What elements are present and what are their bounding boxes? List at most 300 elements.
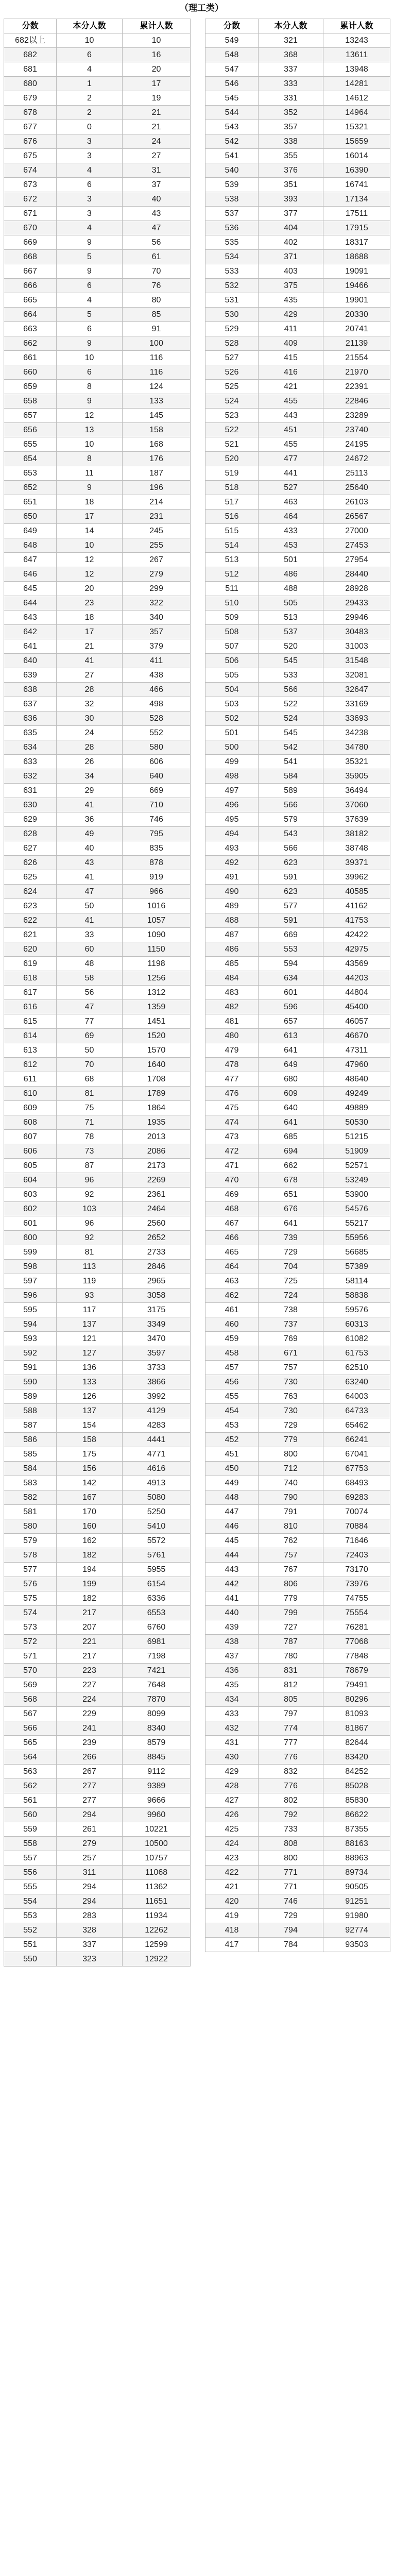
cell-cumulative: 2086 [123,1144,191,1159]
cell-cumulative: 31548 [323,654,390,668]
table-row [4,77,191,91]
cell-count: 41 [57,913,123,928]
cell-count: 92 [57,1188,123,1202]
cell-score: 437 [205,1649,259,1664]
table-row [205,1894,390,1909]
cell-score: 669 [4,235,57,250]
table-header-row [4,19,191,33]
table-row [205,784,390,798]
table-row [4,1765,191,1779]
cell-count: 589 [259,784,323,798]
cell-score: 590 [4,1375,57,1389]
cell-count: 421 [259,380,323,394]
cell-count: 545 [259,726,323,740]
table-row [205,1909,390,1923]
cell-count: 337 [259,62,323,77]
cell-count: 810 [259,1519,323,1534]
cell-score: 447 [205,1505,259,1519]
cell-count: 579 [259,812,323,827]
cell-cumulative: 85 [123,308,191,322]
cell-count: 58 [57,971,123,986]
cell-count: 41 [57,798,123,812]
cell-cumulative: 22391 [323,380,390,394]
cell-score: 430 [205,1750,259,1765]
table-row [205,1635,390,1649]
cell-score: 545 [205,91,259,106]
table-row [205,1837,390,1851]
cell-score: 600 [4,1231,57,1245]
cell-cumulative: 5761 [123,1548,191,1563]
cell-score: 463 [205,1274,259,1289]
cell-score: 458 [205,1346,259,1361]
cell-score: 608 [4,1115,57,1130]
cell-cumulative: 340 [123,611,191,625]
table-row [205,1577,390,1591]
cell-score: 506 [205,654,259,668]
table-row [4,1115,191,1130]
cell-score: 488 [205,913,259,928]
cell-count: 229 [57,1707,123,1721]
cell-cumulative: 669 [123,784,191,798]
cell-cumulative: 795 [123,827,191,841]
table-row [4,1664,191,1678]
cell-score: 602 [4,1202,57,1216]
cell-cumulative: 56 [123,235,191,250]
cell-cumulative: 6760 [123,1620,191,1635]
cell-count: 119 [57,1274,123,1289]
table-row [4,423,191,437]
cell-score: 496 [205,798,259,812]
cell-score: 650 [4,510,57,524]
cell-score: 617 [4,986,57,1000]
table-row [205,1447,390,1462]
cell-cumulative: 34238 [323,726,390,740]
cell-score: 493 [205,841,259,856]
cell-count: 3 [57,149,123,163]
cell-score: 423 [205,1851,259,1866]
table-row [4,380,191,394]
cell-cumulative: 9960 [123,1808,191,1822]
cell-cumulative: 21970 [323,365,390,380]
cell-count: 376 [259,163,323,178]
cell-score: 549 [205,33,259,48]
cell-cumulative: 116 [123,365,191,380]
cell-score: 648 [4,538,57,553]
cell-cumulative: 34780 [323,740,390,755]
table-row [205,1678,390,1692]
cell-count: 142 [57,1476,123,1490]
table-row [4,192,191,207]
cell-score: 570 [4,1664,57,1678]
cell-count: 28 [57,683,123,697]
table-row [205,134,390,149]
cell-score: 426 [205,1808,259,1822]
table-row [205,1534,390,1548]
table-row [4,134,191,149]
cell-cumulative: 91251 [323,1894,390,1909]
cell-count: 613 [259,1029,323,1043]
cell-cumulative: 2560 [123,1216,191,1231]
table-row [4,106,191,120]
cell-count: 24 [57,726,123,740]
cell-cumulative: 835 [123,841,191,856]
cell-score: 535 [205,235,259,250]
cell-cumulative: 640 [123,769,191,784]
table-row [4,1447,191,1462]
cell-count: 162 [57,1534,123,1548]
cell-count: 729 [259,1245,323,1260]
cell-cumulative: 18688 [323,250,390,264]
table-row [4,1332,191,1346]
cell-score: 459 [205,1332,259,1346]
table-row [205,149,390,163]
table-row [4,1923,191,1938]
cell-score: 572 [4,1635,57,1649]
cell-score: 665 [4,293,57,308]
table-row [4,1274,191,1289]
table-row [4,639,191,654]
cell-score: 580 [4,1519,57,1534]
cell-count: 355 [259,149,323,163]
cell-cumulative: 81867 [323,1721,390,1736]
cell-cumulative: 1451 [123,1014,191,1029]
cell-cumulative: 46670 [323,1029,390,1043]
cell-score: 631 [4,784,57,798]
cell-cumulative: 17511 [323,207,390,221]
cell-score: 565 [4,1736,57,1750]
table-row [4,1303,191,1317]
cell-score: 469 [205,1188,259,1202]
table-row [205,928,390,942]
cell-cumulative: 14281 [323,77,390,91]
cell-count: 133 [57,1375,123,1389]
cell-count: 729 [259,1418,323,1433]
cell-cumulative: 11934 [123,1909,191,1923]
cell-score: 424 [205,1837,259,1851]
cell-cumulative: 47 [123,221,191,235]
cell-count: 331 [259,91,323,106]
cell-count: 543 [259,827,323,841]
cell-count: 771 [259,1866,323,1880]
cell-score: 671 [4,207,57,221]
cell-score: 582 [4,1490,57,1505]
cell-count: 21 [57,639,123,654]
cell-cumulative: 47311 [323,1043,390,1058]
cell-count: 333 [259,77,323,91]
header-score: 分数 [4,19,57,33]
cell-count: 217 [57,1606,123,1620]
cell-count: 641 [259,1216,323,1231]
cell-score: 575 [4,1591,57,1606]
cell-score: 596 [4,1289,57,1303]
cell-count: 294 [57,1894,123,1909]
cell-score: 673 [4,178,57,192]
cell-count: 337 [57,1938,123,1952]
cell-count: 113 [57,1260,123,1274]
cell-count: 737 [259,1317,323,1332]
cell-score: 583 [4,1476,57,1490]
cell-score: 504 [205,683,259,697]
cell-count: 4 [57,293,123,308]
table-row [4,235,191,250]
cell-cumulative: 23740 [323,423,390,437]
table-row [4,1476,191,1490]
cell-count: 787 [259,1635,323,1649]
cell-count: 6 [57,279,123,293]
cell-cumulative: 966 [123,885,191,899]
cell-cumulative: 4283 [123,1418,191,1433]
table-row [205,870,390,885]
table-row [205,394,390,409]
cell-score: 552 [4,1923,57,1938]
cell-cumulative: 38748 [323,841,390,856]
table-row [205,77,390,91]
cell-cumulative: 1312 [123,986,191,1000]
header-cumulative: 累计人数 [323,19,390,33]
table-row [205,1332,390,1346]
cell-score: 649 [4,524,57,538]
table-row [205,1188,390,1202]
cell-cumulative: 8845 [123,1750,191,1765]
cell-cumulative: 9112 [123,1765,191,1779]
cell-score: 519 [205,466,259,481]
cell-count: 634 [259,971,323,986]
table-row [205,697,390,711]
table-row [4,1159,191,1173]
table-row [4,611,191,625]
table-row [4,1938,191,1952]
table-row [4,1822,191,1837]
cell-count: 10 [57,538,123,553]
cell-count: 121 [57,1332,123,1346]
cell-cumulative: 25640 [323,481,390,495]
cell-cumulative: 10221 [123,1822,191,1837]
cell-cumulative: 9666 [123,1793,191,1808]
table-row [205,351,390,365]
table-row [4,827,191,841]
table-row [205,1000,390,1014]
cell-cumulative: 6336 [123,1591,191,1606]
cell-score: 472 [205,1144,259,1159]
cell-cumulative: 3992 [123,1389,191,1404]
cell-count: 69 [57,1029,123,1043]
cell-cumulative: 6553 [123,1606,191,1620]
table-row [205,1793,390,1808]
cell-cumulative: 245 [123,524,191,538]
table-row [4,812,191,827]
cell-count: 221 [57,1635,123,1649]
table-row [4,567,191,582]
cell-cumulative: 71646 [323,1534,390,1548]
cell-count: 415 [259,351,323,365]
cell-cumulative: 26103 [323,495,390,510]
cell-count: 81 [57,1087,123,1101]
cell-cumulative: 15659 [323,134,390,149]
table-row [4,279,191,293]
cell-count: 4 [57,221,123,235]
table-row [4,1505,191,1519]
cell-score: 555 [4,1880,57,1894]
cell-cumulative: 5250 [123,1505,191,1519]
cell-score: 439 [205,1620,259,1635]
cell-count: 283 [57,1909,123,1923]
table-row [205,1591,390,1606]
cell-cumulative: 10757 [123,1851,191,1866]
cell-cumulative: 67041 [323,1447,390,1462]
table-row [205,1779,390,1793]
table-row [4,1173,191,1188]
table-row [4,942,191,957]
cell-score: 644 [4,596,57,611]
cell-cumulative: 57389 [323,1260,390,1274]
cell-count: 808 [259,1837,323,1851]
table-row [4,1866,191,1880]
cell-cumulative: 299 [123,582,191,596]
cell-score: 682 [4,48,57,62]
table-row [4,178,191,192]
cell-count: 727 [259,1620,323,1635]
cell-count: 596 [259,1000,323,1014]
cell-count: 537 [259,625,323,639]
table-row [4,437,191,452]
cell-score: 464 [205,1260,259,1274]
cell-cumulative: 85028 [323,1779,390,1793]
cell-count: 435 [259,293,323,308]
table-row [4,986,191,1000]
cell-count: 6 [57,322,123,336]
cell-score: 595 [4,1303,57,1317]
cell-score: 541 [205,149,259,163]
cell-count: 800 [259,1851,323,1866]
cell-cumulative: 231 [123,510,191,524]
table-row [4,957,191,971]
cell-cumulative: 1570 [123,1043,191,1058]
table-row [4,697,191,711]
table-row [205,510,390,524]
cell-score: 448 [205,1490,259,1505]
cell-count: 757 [259,1548,323,1563]
cell-count: 77 [57,1014,123,1029]
cell-score: 520 [205,452,259,466]
cell-count: 5 [57,250,123,264]
cell-cumulative: 124 [123,380,191,394]
cell-score: 678 [4,106,57,120]
cell-score: 598 [4,1260,57,1274]
cell-score: 642 [4,625,57,639]
cell-score: 625 [4,870,57,885]
cell-score: 539 [205,178,259,192]
table-row [205,207,390,221]
cell-count: 393 [259,192,323,207]
cell-cumulative: 16014 [323,149,390,163]
table-row [205,856,390,870]
cell-count: 651 [259,1188,323,1202]
cell-score: 538 [205,192,259,207]
cell-cumulative: 12922 [123,1952,191,1967]
cell-count: 17 [57,510,123,524]
cell-count: 453 [259,538,323,553]
table-row [205,322,390,336]
cell-cumulative: 58838 [323,1289,390,1303]
cell-score: 588 [4,1404,57,1418]
cell-cumulative: 4129 [123,1404,191,1418]
table-row [4,538,191,553]
cell-score: 561 [4,1793,57,1808]
cell-count: 182 [57,1548,123,1563]
cell-cumulative: 3733 [123,1361,191,1375]
cell-cumulative: 44804 [323,986,390,1000]
table-row [4,1231,191,1245]
cell-cumulative: 32081 [323,668,390,683]
cell-score: 627 [4,841,57,856]
cell-count: 4 [57,163,123,178]
table-row [4,409,191,423]
cell-cumulative: 81093 [323,1707,390,1721]
header-cumulative: 累计人数 [123,19,191,33]
cell-count: 733 [259,1822,323,1837]
cell-count: 12 [57,567,123,582]
cell-cumulative: 60313 [323,1317,390,1332]
cell-score: 547 [205,62,259,77]
cell-score: 657 [4,409,57,423]
cell-cumulative: 13948 [323,62,390,77]
cell-cumulative: 2464 [123,1202,191,1216]
table-row [205,639,390,654]
cell-count: 779 [259,1591,323,1606]
cell-count: 294 [57,1880,123,1894]
cell-count: 805 [259,1692,323,1707]
table-row [205,1750,390,1765]
cell-cumulative: 3175 [123,1303,191,1317]
cell-score: 483 [205,986,259,1000]
cell-cumulative: 85830 [323,1793,390,1808]
cell-cumulative: 3470 [123,1332,191,1346]
cell-score: 440 [205,1606,259,1620]
table-row [4,1534,191,1548]
cell-cumulative: 2013 [123,1130,191,1144]
cell-count: 455 [259,394,323,409]
cell-score: 573 [4,1620,57,1635]
cell-cumulative: 49249 [323,1087,390,1101]
cell-score: 620 [4,942,57,957]
cell-score: 601 [4,1216,57,1231]
cell-count: 3 [57,207,123,221]
cell-score: 614 [4,1029,57,1043]
cell-cumulative: 27453 [323,538,390,553]
table-row [4,1404,191,1418]
table-row [4,1736,191,1750]
cell-cumulative: 158 [123,423,191,437]
cell-cumulative: 19466 [323,279,390,293]
table-row [205,1101,390,1115]
cell-cumulative: 42422 [323,928,390,942]
cell-count: 36 [57,812,123,827]
cell-score: 610 [4,1087,57,1101]
cell-count: 199 [57,1577,123,1591]
cell-cumulative: 86622 [323,1808,390,1822]
table-row [205,1130,390,1144]
cell-count: 71 [57,1115,123,1130]
cell-count: 738 [259,1303,323,1317]
cell-count: 771 [259,1880,323,1894]
table-row [205,1216,390,1231]
cell-cumulative: 75554 [323,1606,390,1620]
table-row [205,250,390,264]
table-row [205,1707,390,1721]
cell-count: 800 [259,1447,323,1462]
table-row [4,1620,191,1635]
cell-count: 371 [259,250,323,264]
